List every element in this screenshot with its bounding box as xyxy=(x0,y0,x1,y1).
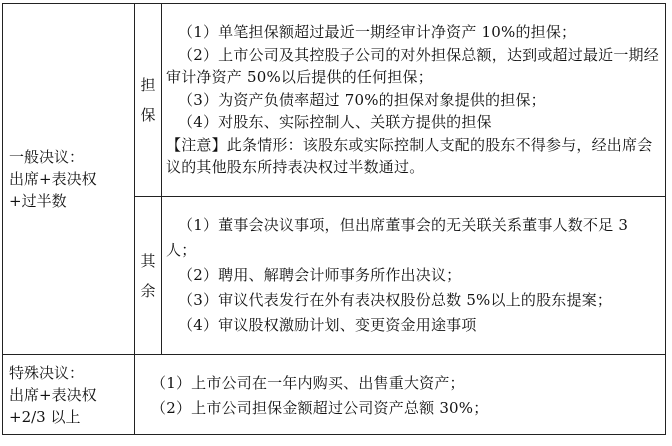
special-label-line: 特殊决议： xyxy=(9,363,85,382)
other-item: （1）董事会决议事项，但出席董事会的无关联关系董事人数不足 3 人； xyxy=(166,216,629,259)
special-item: （2）上市公司担保金额超过公司资产总额 30%； xyxy=(151,398,489,417)
other-item: （3）审议代表发行在外有表决权股份总数 5%以上的股东提案； xyxy=(178,291,613,309)
special-row xyxy=(3,355,666,435)
guarantee-item: （3）为资产负债率超过 70%的担保对象提供的担保； xyxy=(178,90,546,109)
guarantee-label-char: 担 xyxy=(140,76,156,94)
guarantee-label-cell xyxy=(135,4,162,197)
other-label-char: 余 xyxy=(140,281,156,300)
guarantee-item: （1）单笔担保额超过最近一期经审计净资产 10%的担保； xyxy=(178,23,577,42)
guarantee-item: （4）对股东、实际控制人、关联方提供的担保 xyxy=(178,113,492,132)
other-label-char: 其 xyxy=(140,251,156,270)
resolution-rules-table xyxy=(2,3,666,435)
other-item: （2）聘用、解聘会计师事务所作出决议； xyxy=(178,266,462,284)
special-items-cell xyxy=(135,355,666,435)
special-label-line: +2/3 以上 xyxy=(9,407,81,426)
special-label-line: 出席+表决权 xyxy=(9,385,97,404)
other-label-cell xyxy=(135,197,162,355)
general-label-line: 一般决议： xyxy=(9,148,85,166)
other-item: （4）审议股权激励计划、变更资金用途事项 xyxy=(178,316,477,334)
guarantee-label-char: 保 xyxy=(140,106,156,124)
other-items-cell xyxy=(162,197,666,355)
general-label-line: 出席+表决权 xyxy=(9,170,97,188)
guarantee-items-cell xyxy=(162,4,666,197)
special-item: （1）上市公司在一年内购买、出售重大资产； xyxy=(151,373,465,392)
general-resolution-cell xyxy=(3,4,135,355)
general-label-line: +过半数 xyxy=(9,192,67,210)
guarantee-note: 【注意】此条情形：该股东或实际控制人支配的股东不得参与，经出席会议的其他股东所持表决权过半数通过。 xyxy=(166,135,653,177)
special-resolution-cell xyxy=(3,355,135,435)
guarantee-row xyxy=(3,4,666,197)
guarantee-item: （2）上市公司及其控股子公司的对外担保总额，达到或超过最近一期经审计净资产 50%以后提供的任何担保； xyxy=(166,45,659,87)
